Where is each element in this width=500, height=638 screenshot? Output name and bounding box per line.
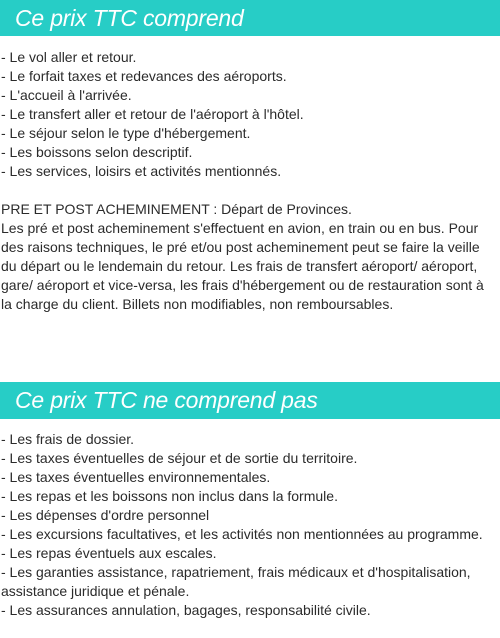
excludes-section-title: Ce prix TTC ne comprend pas [15,387,318,413]
excludes-section-header [0,382,500,419]
list-item: - Les taxes éventuelles de séjour et de sortie du territoire. [1,450,358,466]
transfer-paragraph: Les pré et post acheminement s'effectuent en avion, en train ou en bus. Pour des raisons techniques, le pré et/ou post acheminement peut se faire la veille du départ ou le lendemain du retour. Les frais de transfert aéroport/ aéroport, gare/ aéroport et vice-versa, les frais d'hébergement ou de restauration sont à la charge du client. Billets non modifiables, non remboursables. [1,220,484,312]
includes-list [1,48,497,181]
list-item: - L'accueil à l'arrivée. [1,87,132,103]
transfer-heading: PRE ET POST ACHEMINEMENT : Départ de Provinces. [1,201,352,217]
list-item: - Les dépenses d'ordre personnel [1,507,210,523]
list-item: - Les excursions facultatives, et les activités non mentionnées au programme. [1,526,483,542]
list-item: - Les taxes éventuelles environnementales. [1,469,271,485]
list-item: - Les repas éventuels aux escales. [1,545,217,561]
list-item: - Le séjour selon le type d'hébergement. [1,125,251,141]
excludes-list [1,430,497,620]
list-item: - Les garanties assistance, rapatriement, frais médicaux et d'hospitalisation, assistance juridique et pénale. [1,564,471,599]
list-item: - Les frais de dossier. [1,431,135,447]
list-item: - Les services, loisirs et activités mentionnés. [1,163,282,179]
list-item: - Le forfait taxes et redevances des aéroports. [1,68,287,84]
includes-section-title: Ce prix TTC comprend [15,5,244,31]
list-item: - Les assurances annulation, bagages, responsabilité civile. [1,602,371,618]
list-item: - Les boissons selon descriptif. [1,144,193,160]
list-item: - Les repas et les boissons non inclus dans la formule. [1,488,338,504]
list-item: - Le vol aller et retour. [1,49,137,65]
includes-section-header [0,0,500,36]
list-item: - Le transfert aller et retour de l'aéroport à l'hôtel. [1,106,304,122]
